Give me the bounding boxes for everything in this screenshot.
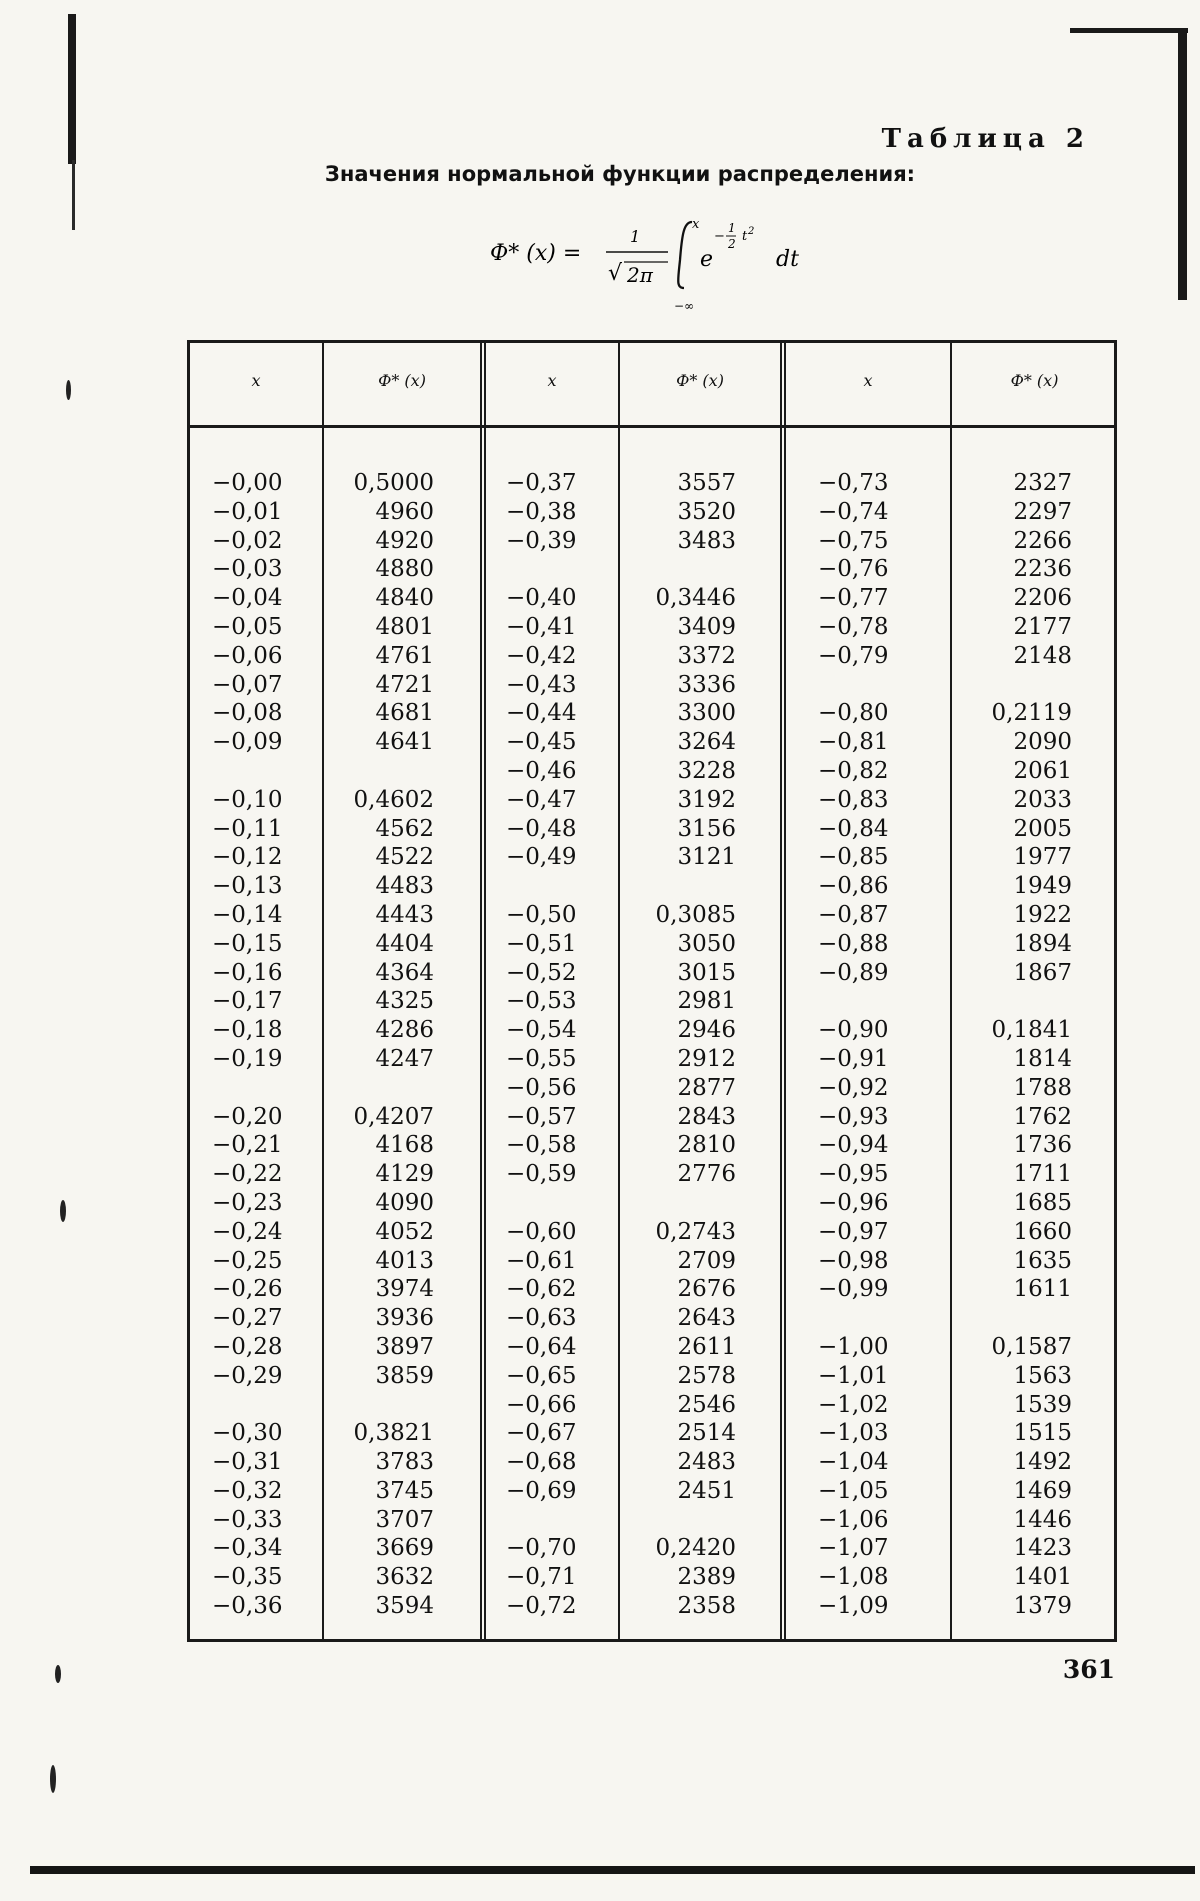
table-cell-x: −0,32: [212, 1477, 283, 1504]
table-cell-x: −0,49: [506, 844, 577, 871]
table-cell-phi: 4641: [375, 729, 434, 756]
table-cell-phi: 3897: [375, 1333, 434, 1360]
table-cell-x: −0,97: [818, 1218, 889, 1245]
column-x-3: [818, 469, 938, 1621]
table-cell-x: −0,83: [818, 786, 889, 813]
table-cell-phi: 4013: [375, 1247, 434, 1274]
svg-text:2: 2: [728, 237, 736, 251]
column-x-1: [212, 469, 322, 1621]
table-cell-x: −0,93: [818, 1103, 889, 1130]
table-cell-phi: [952, 671, 1072, 700]
table-cell-x: −0,72: [506, 1593, 577, 1620]
table-cell-x: −0,04: [212, 585, 283, 612]
svg-text:Ф* (x) =: Ф* (x) =: [490, 241, 582, 266]
table-cell-x: −0,33: [212, 1506, 283, 1533]
table-cell-phi: 2611: [677, 1333, 736, 1360]
table-cell-x: −0,56: [506, 1074, 577, 1101]
header-phi-2: Ф* (x): [676, 371, 724, 390]
table-cell-x: −0,98: [818, 1247, 889, 1274]
table-cell-phi: 1685: [1013, 1189, 1072, 1216]
table-cell-phi: 2358: [677, 1593, 736, 1620]
table-cell-x: [506, 1189, 616, 1218]
header-phi-3: Ф* (x): [1010, 371, 1059, 390]
table-cell-phi: 1492: [1013, 1449, 1072, 1476]
table-cell-x: −0,90: [818, 1017, 889, 1044]
scan-speck: [55, 1665, 61, 1683]
table-cell-x: −0,60: [506, 1218, 577, 1245]
scan-speck: [60, 1200, 66, 1222]
table-cell-phi: 1635: [1013, 1247, 1072, 1274]
table-cell-x: −0,25: [212, 1247, 283, 1274]
svg-text:2: 2: [748, 226, 755, 237]
table-cell-phi: 4090: [375, 1189, 434, 1216]
svg-text:1: 1: [728, 221, 736, 235]
table-cell-x: −0,41: [506, 613, 577, 640]
table-cell-phi: 4247: [375, 1045, 434, 1072]
table-cell-phi: [324, 1074, 434, 1103]
table-cell-x: −0,03: [212, 556, 283, 583]
table-cell-phi: 2005: [1013, 815, 1072, 842]
table-cell-x: −0,18: [212, 1017, 283, 1044]
table-cell-phi: 2877: [677, 1074, 736, 1101]
table-cell-phi: 4364: [375, 959, 434, 986]
svg-text:t: t: [742, 229, 748, 244]
table-cell-x: −0,86: [818, 873, 889, 900]
table-cell-phi: 4920: [375, 527, 434, 554]
table-cell-x: −0,44: [506, 700, 577, 727]
table-cell-phi: [324, 757, 434, 786]
table-cell-phi: 1446: [1013, 1506, 1072, 1533]
group-divider: [480, 343, 486, 1639]
table-cell-x: [212, 757, 322, 786]
table-cell-phi: 2546: [677, 1391, 736, 1418]
table-cell-x: [818, 1304, 938, 1333]
table-cell-x: −0,16: [212, 959, 283, 986]
table-cell-x: −0,92: [818, 1074, 889, 1101]
table-cell-x: −1,05: [818, 1477, 889, 1504]
table-cell-phi: 1379: [1013, 1593, 1072, 1620]
table-cell-phi: 4168: [375, 1132, 434, 1159]
table-cell-x: −0,30: [212, 1420, 283, 1447]
table-cell-x: −0,52: [506, 959, 577, 986]
table-cell-x: −0,14: [212, 901, 283, 928]
table-cell-x: −0,23: [212, 1189, 283, 1216]
table-cell-x: −0,46: [506, 757, 577, 784]
table-label: Таблица 2: [881, 124, 1090, 154]
table-cell-phi: 4052: [375, 1218, 434, 1245]
table-cell-phi: [324, 1391, 434, 1420]
table-cell-x: −0,29: [212, 1362, 283, 1389]
table-cell-phi: 2483: [677, 1449, 736, 1476]
table-cell-x: −1,00: [818, 1333, 889, 1360]
table-cell-x: −0,00: [212, 470, 283, 496]
table-cell-x: −0,70: [506, 1535, 577, 1562]
table-cell-phi: 0,5000: [353, 470, 434, 496]
table-cell-x: −0,94: [818, 1132, 889, 1159]
table-cell-phi: 3192: [677, 786, 736, 813]
table-cell-phi: 3050: [677, 930, 736, 957]
table-cell-phi: 2236: [1013, 556, 1072, 583]
table-cell-phi: 2643: [677, 1305, 736, 1332]
table-cell-phi: [620, 1506, 736, 1535]
table-cell-phi: 3409: [677, 613, 736, 640]
table-cell-x: −0,24: [212, 1218, 283, 1245]
table-cell-phi: 0,1587: [991, 1333, 1072, 1360]
table-cell-x: −0,40: [506, 585, 577, 612]
table-cell-phi: 1949: [1013, 873, 1072, 900]
table-cell-phi: 2912: [677, 1045, 736, 1072]
table-cell-phi: 3520: [677, 498, 736, 525]
svg-text:e: e: [700, 247, 714, 272]
formula: [480, 210, 880, 326]
table-cell-x: −0,05: [212, 613, 283, 640]
table-cell-x: −0,08: [212, 700, 283, 727]
table-cell-x: −0,59: [506, 1161, 577, 1188]
table-cell-x: −0,28: [212, 1333, 283, 1360]
table-cell-x: −0,11: [212, 815, 283, 842]
table-cell-x: −0,51: [506, 930, 577, 957]
table-cell-phi: 0,2743: [655, 1218, 736, 1245]
table-cell-phi: 2810: [677, 1132, 736, 1159]
table-cell-phi: 3669: [375, 1535, 434, 1562]
table-cell-x: −0,82: [818, 757, 889, 784]
scan-edge-bottom: [30, 1866, 1195, 1874]
svg-text:−: −: [714, 229, 725, 244]
table-cell-x: −0,74: [818, 498, 889, 525]
table-cell-phi: 3300: [677, 700, 736, 727]
table-cell-x: −0,91: [818, 1045, 889, 1072]
table-cell-x: −0,65: [506, 1362, 577, 1389]
table-cell-phi: 2389: [677, 1564, 736, 1591]
table-cell-phi: 4840: [375, 585, 434, 612]
table-cell-phi: 1867: [1013, 959, 1072, 986]
table-cell-x: −0,39: [506, 527, 577, 554]
scan-edge-left: [68, 14, 76, 164]
column-phi-2: [620, 469, 736, 1621]
page-number: 361: [1062, 1655, 1115, 1684]
table-cell-x: −0,99: [818, 1276, 889, 1303]
table-cell-x: −0,58: [506, 1132, 577, 1159]
table-cell-phi: [620, 872, 736, 901]
table-cell-x: −0,01: [212, 498, 283, 525]
table-cell-x: −0,38: [506, 498, 577, 525]
table-cell-phi: [952, 1304, 1072, 1333]
table-cell-phi: 2327: [1013, 470, 1072, 496]
table-cell-phi: 3632: [375, 1564, 434, 1591]
table-cell-x: −0,31: [212, 1449, 283, 1476]
header-x-3: x: [863, 371, 873, 390]
table-cell-x: [506, 555, 616, 584]
table-cell-x: −0,37: [506, 470, 577, 496]
table-cell-x: −0,79: [818, 642, 889, 669]
table-cell-x: −0,34: [212, 1535, 283, 1562]
table-cell-x: −0,62: [506, 1276, 577, 1303]
table-cell-phi: 2676: [677, 1276, 736, 1303]
table-cell-phi: [620, 1189, 736, 1218]
svg-text:√: √: [608, 261, 623, 286]
table-cell-phi: 3936: [375, 1305, 434, 1332]
scan-speck: [66, 380, 71, 400]
table-cell-phi: 2090: [1013, 729, 1072, 756]
table-cell-x: −1,02: [818, 1391, 889, 1418]
column-phi-3: [952, 469, 1072, 1621]
table-cell-phi: 1711: [1013, 1161, 1072, 1188]
table-cell-x: −0,80: [818, 700, 889, 727]
table-cell-x: −0,71: [506, 1564, 577, 1591]
table-cell-x: −0,09: [212, 729, 283, 756]
table-cell-phi: 3783: [375, 1449, 434, 1476]
table-cell-x: −0,66: [506, 1391, 577, 1418]
table-cell-phi: 4801: [375, 613, 434, 640]
svg-text:−∞: −∞: [674, 299, 695, 313]
table-cell-x: −0,13: [212, 873, 283, 900]
table-cell-phi: 3974: [375, 1276, 434, 1303]
table-cell-phi: 2297: [1013, 498, 1072, 525]
table-cell-phi: [620, 555, 736, 584]
table-cell-x: −1,03: [818, 1420, 889, 1447]
table-cell-phi: 1894: [1013, 930, 1072, 957]
table-cell-phi: 4562: [375, 815, 434, 842]
table-cell-x: −1,07: [818, 1535, 889, 1562]
table-cell-x: −0,47: [506, 786, 577, 813]
table-cell-phi: 2148: [1013, 642, 1072, 669]
table-cell-x: −0,55: [506, 1045, 577, 1072]
table-cell-phi: 1469: [1013, 1477, 1072, 1504]
table-cell-phi: 4443: [375, 901, 434, 928]
table-cell-x: −0,96: [818, 1189, 889, 1216]
table-caption: Значения нормальной функции распределения:: [324, 162, 916, 186]
table-cell-phi: 4404: [375, 930, 434, 957]
table-cell-x: −0,45: [506, 729, 577, 756]
table-cell-x: −0,19: [212, 1045, 283, 1072]
table-cell-phi: 3557: [677, 470, 736, 496]
table-cell-phi: 1922: [1013, 901, 1072, 928]
normal-distribution-table: [187, 340, 1117, 1642]
table-cell-x: −0,21: [212, 1132, 283, 1159]
table-cell-phi: 0,2119: [991, 700, 1072, 727]
table-cell-x: −0,48: [506, 815, 577, 842]
table-cell-phi: 1539: [1013, 1391, 1072, 1418]
table-cell-phi: 4483: [375, 873, 434, 900]
svg-text:1: 1: [630, 227, 641, 246]
table-cell-phi: 3264: [677, 729, 736, 756]
table-cell-x: −0,17: [212, 988, 283, 1015]
table-cell-x: [818, 987, 938, 1016]
table-cell-phi: 4681: [375, 700, 434, 727]
table-cell-x: −0,26: [212, 1276, 283, 1303]
table-cell-phi: 3594: [375, 1593, 434, 1620]
table-cell-x: −0,02: [212, 527, 283, 554]
table-cell-phi: [952, 987, 1072, 1016]
table-cell-x: −0,78: [818, 613, 889, 640]
table-cell-x: −0,88: [818, 930, 889, 957]
table-cell-phi: 1660: [1013, 1218, 1072, 1245]
table-cell-x: −0,64: [506, 1333, 577, 1360]
table-cell-x: −0,69: [506, 1477, 577, 1504]
table-cell-phi: 4721: [375, 671, 434, 698]
table-cell-x: −1,04: [818, 1449, 889, 1476]
table-cell-phi: 0,3446: [655, 585, 736, 612]
table-cell-phi: 1563: [1013, 1362, 1072, 1389]
table-cell-phi: 1515: [1013, 1420, 1072, 1447]
table-cell-x: −0,87: [818, 901, 889, 928]
table-cell-phi: 1977: [1013, 844, 1072, 871]
table-cell-x: −0,10: [212, 786, 283, 813]
svg-text:x: x: [692, 217, 700, 232]
table-cell-phi: 4286: [375, 1017, 434, 1044]
table-cell-x: −0,67: [506, 1420, 577, 1447]
table-cell-x: −0,35: [212, 1564, 283, 1591]
table-cell-phi: 2033: [1013, 786, 1072, 813]
scan-speck: [50, 1765, 56, 1793]
formula-graphic: [480, 210, 880, 320]
table-cell-x: −0,12: [212, 844, 283, 871]
table-cell-phi: 2709: [677, 1247, 736, 1274]
table-cell-phi: 2843: [677, 1103, 736, 1130]
table-cell-phi: 2177: [1013, 613, 1072, 640]
header-x-1: x: [251, 371, 261, 390]
table-cell-phi: 1423: [1013, 1535, 1072, 1562]
table-cell-x: [212, 1391, 322, 1420]
scan-edge-top-right: [1070, 28, 1188, 33]
table-cell-x: −0,54: [506, 1017, 577, 1044]
table-cell-x: [818, 671, 938, 700]
table-cell-phi: 3859: [375, 1362, 434, 1389]
table-cell-x: −0,20: [212, 1103, 283, 1130]
table-cell-phi: 3228: [677, 757, 736, 784]
table-cell-phi: 2266: [1013, 527, 1072, 554]
table-cell-x: −0,76: [818, 556, 889, 583]
header-x-2: x: [547, 371, 557, 390]
table-cell-phi: 2061: [1013, 757, 1072, 784]
table-cell-phi: 2776: [677, 1161, 736, 1188]
table-cell-x: −0,77: [818, 585, 889, 612]
table-cell-phi: 3336: [677, 671, 736, 698]
table-cell-x: −0,53: [506, 988, 577, 1015]
table-cell-x: −0,81: [818, 729, 889, 756]
table-cell-phi: 4325: [375, 988, 434, 1015]
table-cell-phi: 2514: [677, 1420, 736, 1447]
table-cell-x: −0,22: [212, 1161, 283, 1188]
table-cell-x: −0,68: [506, 1449, 577, 1476]
table-cell-x: −0,06: [212, 642, 283, 669]
table-cell-phi: 3372: [677, 642, 736, 669]
table-cell-x: −1,06: [818, 1506, 889, 1533]
table-cell-x: −0,95: [818, 1161, 889, 1188]
table-cell-phi: 1762: [1013, 1103, 1072, 1130]
table-cell-phi: 0,2420: [655, 1535, 736, 1562]
header-phi-1: Ф* (x): [378, 371, 426, 390]
table-cell-phi: 3745: [375, 1477, 434, 1504]
table-cell-phi: 1401: [1013, 1564, 1072, 1591]
column-x-2: [506, 469, 616, 1621]
table-cell-x: [506, 1506, 616, 1535]
table-cell-phi: 0,1841: [991, 1017, 1072, 1044]
table-cell-phi: 3483: [677, 527, 736, 554]
table-cell-x: −0,42: [506, 642, 577, 669]
svg-text:2π: 2π: [627, 263, 653, 287]
column-phi-1: [324, 469, 434, 1621]
table-cell-phi: 4960: [375, 498, 434, 525]
table-cell-phi: 2451: [677, 1477, 736, 1504]
header-divider: [190, 425, 1114, 428]
table-cell-x: [212, 1074, 322, 1103]
table-cell-x: −0,85: [818, 844, 889, 871]
table-cell-x: −0,63: [506, 1305, 577, 1332]
table-cell-phi: 4522: [375, 844, 434, 871]
table-cell-x: −0,84: [818, 815, 889, 842]
table-cell-phi: 3015: [677, 959, 736, 986]
table-cell-x: −0,75: [818, 527, 889, 554]
table-cell-phi: 4761: [375, 642, 434, 669]
table-cell-phi: 2946: [677, 1017, 736, 1044]
table-cell-phi: 3121: [677, 844, 736, 871]
table-cell-phi: 0,4602: [353, 786, 434, 813]
table-cell-x: −1,08: [818, 1564, 889, 1591]
table-cell-phi: 2981: [677, 988, 736, 1015]
table-cell-x: [506, 872, 616, 901]
table-cell-x: −0,50: [506, 901, 577, 928]
table-cell-phi: 3156: [677, 815, 736, 842]
table-cell-phi: 3707: [375, 1506, 434, 1533]
table-cell-x: −0,89: [818, 959, 889, 986]
table-cell-x: −0,27: [212, 1305, 283, 1332]
table-cell-x: −0,15: [212, 930, 283, 957]
group-divider: [780, 343, 786, 1639]
table-cell-x: −1,09: [818, 1593, 889, 1620]
table-cell-phi: 4880: [375, 556, 434, 583]
table-cell-x: −0,73: [818, 470, 889, 496]
table-cell-phi: 4129: [375, 1161, 434, 1188]
table-cell-x: −0,36: [212, 1593, 283, 1620]
table-cell-phi: 2206: [1013, 585, 1072, 612]
table-cell-phi: 0,3821: [353, 1420, 434, 1447]
table-cell-phi: 1788: [1013, 1074, 1072, 1101]
svg-text:dt: dt: [776, 247, 799, 272]
table-cell-x: −0,07: [212, 671, 283, 698]
table-cell-phi: 1611: [1013, 1276, 1072, 1303]
table-cell-x: −1,01: [818, 1362, 889, 1389]
table-cell-phi: 0,3085: [655, 901, 736, 928]
table-cell-x: −0,61: [506, 1247, 577, 1274]
table-cell-phi: 1814: [1013, 1045, 1072, 1072]
table-cell-x: −0,57: [506, 1103, 577, 1130]
table-cell-phi: 0,4207: [353, 1103, 434, 1130]
table-cell-phi: 2578: [677, 1362, 736, 1389]
table-cell-x: −0,43: [506, 671, 577, 698]
table-cell-phi: 1736: [1013, 1132, 1072, 1159]
